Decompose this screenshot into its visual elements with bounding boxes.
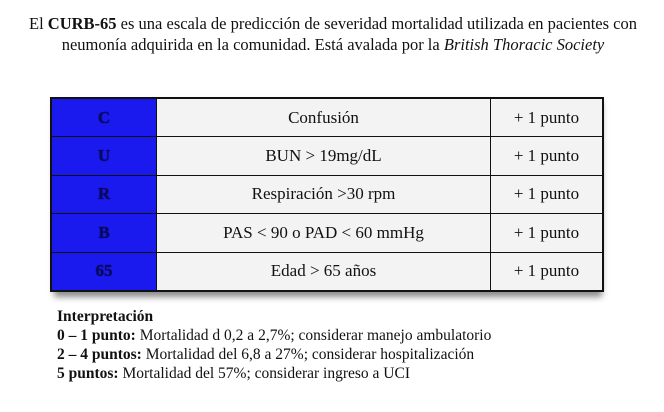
score-range: 0 – 1 punto: (57, 327, 136, 344)
criterion-cell: Respiración >30 rpm (157, 175, 491, 213)
interpretation-heading: Interpretación (57, 308, 154, 325)
curb65-table (50, 97, 604, 292)
interpretation-line (57, 364, 657, 383)
letter-cell: 65 (51, 252, 157, 291)
letter-cell: B (51, 214, 157, 252)
letter-cell: U (51, 137, 157, 175)
table-row (51, 214, 603, 252)
table-row (51, 252, 603, 291)
table-row (51, 175, 603, 213)
points-cell: + 1 punto (491, 98, 604, 137)
table-row (51, 137, 603, 175)
intro-paragraph (18, 13, 648, 55)
points-cell: + 1 punto (491, 175, 604, 213)
points-cell: + 1 punto (491, 214, 604, 252)
interpretation-section (57, 307, 657, 383)
society-name: British Thoracic Society (443, 35, 605, 54)
score-meaning: Mortalidad d 0,2 a 2,7%; considerar manejo ambulatorio (135, 327, 492, 344)
score-meaning: Mortalidad del 57%; considerar ingreso a UCI (118, 365, 410, 382)
intro-middle: es una escala de predicción de severidad mortalidad utilizada en pacientes con neumonía adquirida en la comunidad. Está avalada por la (61, 14, 637, 54)
letter-cell: R (51, 175, 157, 213)
table-row (51, 98, 603, 137)
points-cell: + 1 punto (491, 252, 604, 291)
criterion-cell: Edad > 65 años (157, 252, 491, 291)
criterion-cell: Confusión (157, 98, 491, 137)
curb65-table-container (50, 97, 598, 292)
score-range: 5 puntos: (57, 365, 119, 382)
score-range: 2 – 4 puntos: (57, 346, 142, 363)
intro-prefix: El (29, 14, 48, 33)
interpretation-line (57, 326, 657, 345)
interpretation-line (57, 345, 657, 364)
points-cell: + 1 punto (491, 137, 604, 175)
criterion-cell: PAS < 90 o PAD < 60 mmHg (157, 214, 491, 252)
criterion-cell: BUN > 19mg/dL (157, 137, 491, 175)
curb65-term: CURB-65 (47, 14, 117, 33)
score-meaning: Mortalidad del 6,8 a 27%; considerar hospitalización (141, 346, 475, 363)
letter-cell: C (51, 98, 157, 137)
